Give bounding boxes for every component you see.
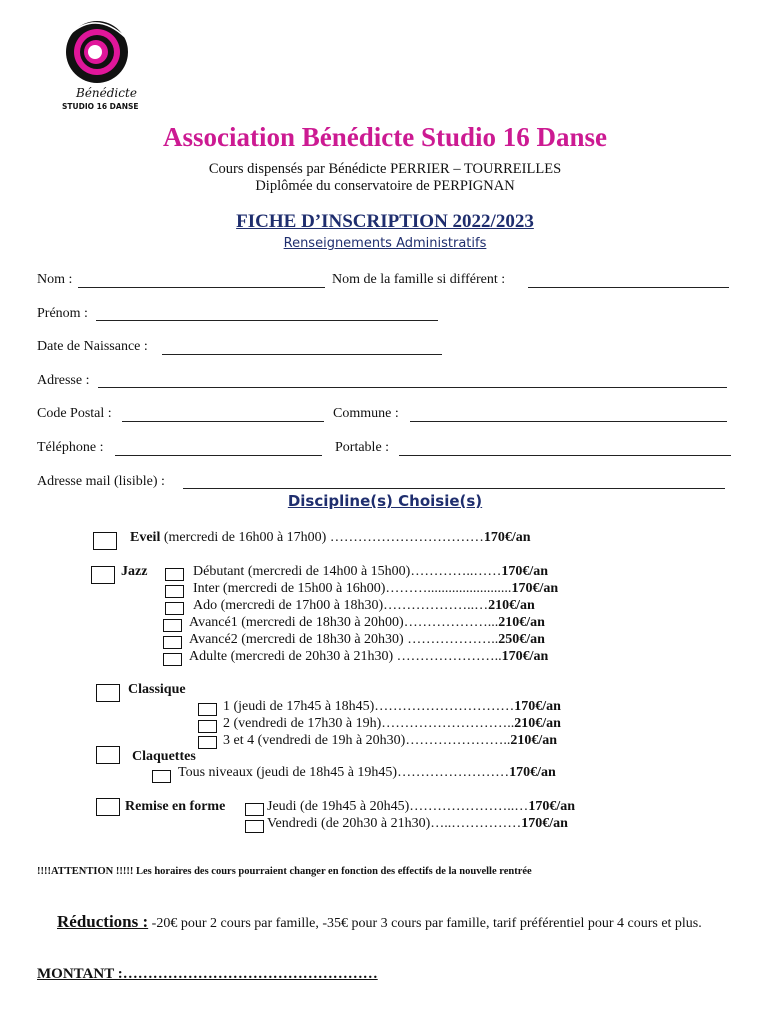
jazz-avance2-price: 250€/an — [498, 632, 545, 647]
checkbox-jazz-inter[interactable] — [165, 585, 184, 598]
label-nom: Nom : — [37, 272, 73, 287]
montant-field[interactable] — [37, 966, 378, 983]
classique-2-price: 210€/an — [514, 716, 561, 731]
label-prenom: Prénom : — [37, 306, 88, 321]
classique-2-schedule: 2 (vendredi de 17h30 à 19h)……………………….. — [223, 716, 515, 731]
jazz-debutant-schedule: Débutant (mercredi de 14h00 à 15h00)…………..…… — [193, 564, 502, 579]
checkbox-jazz[interactable] — [91, 566, 115, 584]
remise-vendredi-price: 170€/an — [521, 816, 568, 831]
label-telephone: Téléphone : — [37, 440, 104, 455]
classique-1-price: 170€/an — [514, 699, 561, 714]
jazz-inter-schedule: Inter (mercredi de 15h00 à 16h00)………........................ — [193, 581, 512, 596]
option-classique-3-4 — [223, 733, 557, 749]
option-claquettes-tous-niveaux — [178, 765, 556, 781]
field-nom-famille[interactable] — [528, 287, 729, 288]
label-adresse: Adresse : — [37, 373, 90, 388]
checkbox-claquettes-tous-niveaux[interactable] — [152, 770, 171, 783]
subtitle-teacher: Cours dispensés par Bénédicte PERRIER – TOURREILLES — [208, 161, 562, 177]
option-classique-1 — [223, 699, 561, 715]
option-jazz-inter — [193, 581, 558, 597]
jazz-adulte-schedule: Adulte (mercredi de 20h30 à 21h30) ………………….. — [189, 649, 502, 664]
jazz-adulte-price: 170€/an — [501, 649, 549, 664]
field-naissance[interactable] — [162, 354, 442, 355]
checkbox-remise-vendredi[interactable] — [245, 820, 264, 833]
option-classique-2 — [223, 716, 561, 732]
option-jazz-avance2 — [189, 632, 545, 648]
checkbox-eveil[interactable] — [93, 532, 117, 550]
reductions-paragraph — [37, 912, 737, 933]
section-disciplines-heading: Discipline(s) Choisie(s) — [287, 492, 483, 510]
checkbox-classique-1[interactable] — [198, 703, 217, 716]
claquettes-name: Claquettes — [132, 749, 196, 764]
checkbox-jazz-debutant[interactable] — [165, 568, 184, 581]
field-nom[interactable] — [78, 287, 325, 288]
checkbox-jazz-ado[interactable] — [165, 602, 184, 615]
remise-vendredi-schedule: Vendredi (de 20h30 à 21h30)…..…………… — [267, 816, 522, 831]
field-prenom[interactable] — [96, 320, 438, 321]
checkbox-remise-jeudi[interactable] — [245, 803, 264, 816]
checkbox-jazz-avance1[interactable] — [163, 619, 182, 632]
label-nom-famille: Nom de la famille si différent : — [332, 272, 506, 287]
classique-3-4-schedule: 3 et 4 (vendredi de 19h à 20h30)………………….. — [223, 733, 511, 748]
eveil-schedule: (mercredi de 16h00 à 17h00) …………………………… — [163, 530, 484, 545]
option-jazz-avance1 — [189, 615, 545, 631]
remise-name: Remise en forme — [125, 799, 226, 814]
option-jazz-adulte — [189, 649, 548, 665]
field-commune[interactable] — [410, 421, 727, 422]
option-jazz-debutant — [193, 564, 548, 580]
remise-jeudi-price: 170€/an — [528, 799, 575, 814]
label-portable: Portable : — [335, 440, 390, 455]
label-commune: Commune : — [333, 406, 399, 421]
subtitle-diploma: Diplômée du conservatoire de PERPIGNAN — [255, 178, 515, 194]
label-naissance: Date de Naissance : — [37, 339, 148, 354]
logo-caption: STUDIO 16 DANSE — [62, 102, 139, 111]
reductions-label: Réductions : — [57, 912, 149, 931]
option-jazz-ado — [193, 598, 535, 614]
reductions-text: -20€ pour 2 cours par famille, -35€ pour 3 cours par famille, tarif préférentiel pour 4 cours et plus. — [148, 916, 702, 931]
jazz-avance1-schedule: Avancé1 (mercredi de 18h30 à 20h00)………………... — [189, 615, 499, 630]
jazz-debutant-price: 170€/an — [501, 564, 549, 579]
field-code-postal[interactable] — [122, 421, 324, 422]
remise-jeudi-schedule: Jeudi (de 19h45 à 20h45)…………………..… — [267, 799, 529, 814]
option-remise-jeudi — [267, 799, 575, 815]
jazz-ado-schedule: Ado (mercredi de 17h00 à 18h30)………………..… — [193, 598, 489, 613]
jazz-avance2-schedule: Avancé2 (mercredi de 18h30 à 20h30) ……………….. — [189, 632, 499, 647]
field-telephone[interactable] — [115, 455, 322, 456]
checkbox-remise-en-forme[interactable] — [96, 798, 120, 816]
classique-3-4-price: 210€/an — [510, 733, 558, 748]
montant-label: MONTANT :…………………………………………… — [37, 966, 378, 982]
classique-1-schedule: 1 (jeudi de 17h45 à 18h45)………………………… — [223, 699, 515, 714]
claquettes-price: 170€/an — [509, 765, 556, 780]
checkbox-classique-2[interactable] — [198, 720, 217, 733]
field-mail[interactable] — [183, 488, 725, 489]
jazz-avance1-price: 210€/an — [498, 615, 545, 630]
jazz-inter-price: 170€/an — [511, 581, 559, 596]
jazz-ado-price: 210€/an — [488, 598, 535, 613]
label-mail: Adresse mail (lisible) : — [37, 474, 165, 489]
checkbox-jazz-avance2[interactable] — [163, 636, 182, 649]
logo-script-text: Bénédicte — [76, 86, 137, 100]
eveil-name: Eveil — [130, 530, 161, 545]
jazz-name: Jazz — [121, 564, 148, 579]
attention-notice: !!!!ATTENTION !!!!! Les horaires des cours pourraient changer en fonction des effectifs de la nouvelle rentrée — [37, 866, 532, 877]
option-remise-vendredi — [267, 816, 568, 832]
claquettes-schedule: Tous niveaux (jeudi de 18h45 à 19h45)…………………… — [178, 765, 510, 780]
option-eveil — [130, 530, 531, 546]
checkbox-classique[interactable] — [96, 684, 120, 702]
page-title: Association Bénédicte Studio 16 Danse — [162, 122, 608, 152]
classique-name: Classique — [128, 682, 186, 697]
field-adresse[interactable] — [98, 387, 727, 388]
form-title: FICHE D’INSCRIPTION 2022/2023 — [236, 211, 534, 232]
checkbox-jazz-adulte[interactable] — [163, 653, 182, 666]
checkbox-claquettes[interactable] — [96, 746, 120, 764]
field-portable[interactable] — [399, 455, 731, 456]
label-code-postal: Code Postal : — [37, 406, 112, 421]
section-admin-heading: Renseignements Administratifs — [283, 236, 487, 251]
checkbox-classique-3-4[interactable] — [198, 736, 217, 749]
eveil-price: 170€/an — [483, 530, 531, 545]
studio-logo — [56, 16, 144, 112]
